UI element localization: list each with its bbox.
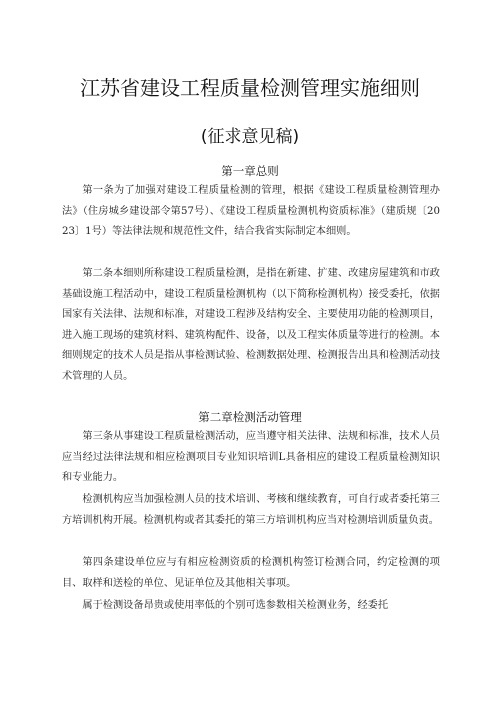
paragraph-optional-params: 属于检测设备昂贵或使用率低的个别可选参数相关检测业务，经委托 (82, 600, 389, 611)
paragraph-article-4: 第四条建设单位应与有相应检测资质的检测机构签订检测合同，约定检测的项目、取样和送检的单位、见证单位及其他相关事项。 (62, 557, 440, 589)
chapter-heading-2: 第二章检测活动管理 (198, 410, 302, 424)
document-subtitle: (征求意见稿) (200, 127, 300, 147)
paragraph-training: 检测机构应当加强检测人员的技术培训、考核和继续教育，可自行或者委托第三方培训机构开展。检测机构或者其委托的第三方培训机构应当对检测培训质量负责。 (62, 494, 440, 526)
document-title: 江苏省建设工程质量检测管理实施细则 (80, 76, 420, 100)
paragraph-article-3: 第三条从事建设工程质量检测活动，应当遵守相关法律、法规和标准，技术人员应当经过法律法规和相应检测项目专业知识培训L具备相应的建设工程质量检测知识和专业能力。 (62, 431, 440, 483)
paragraph-article-1: 第一条为了加强对建设工程质量检测的管理，根据《建设工程质量检测管理办法》（住房城乡建设部令第57号）、《建设工程质量检测机构资质标准》（建质规〔2023〕1号）等法律法规和规范性文件，结合我省实际制定本细则。 (62, 185, 440, 237)
chapter-heading-1: 第一章总则 (221, 164, 279, 178)
paragraph-article-2: 第二条本细则所称建设工程质量检测，是指在新建、扩建、改建房屋建筑和市政基础设施工程活动中，建设工程质量检测机构（以下简称检测机构）接受委托，依据国家有关法律、法规和标准，对建设工程涉及结构安全、主要使用功能的检测项目，进入施工现场的建筑材料、建筑构配件、设备，以及工程实体质量等进行的检测。本细则规定的技术人员是指从事检测试验、检测数据处理、检测报告出具和检测活动技术管理的人员。 (62, 268, 440, 382)
